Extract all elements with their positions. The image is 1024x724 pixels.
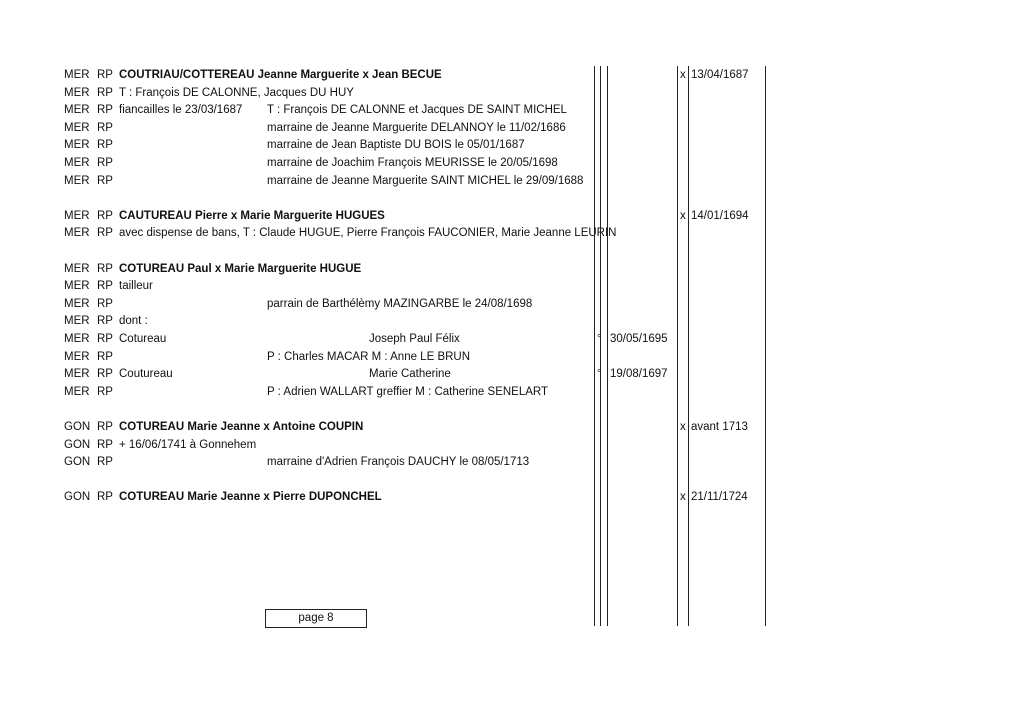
cell-parish: GON xyxy=(64,438,91,451)
cell-date1: 19/08/1697 xyxy=(610,368,668,381)
cell-parish: MER xyxy=(64,262,90,275)
cell-note: marraine d'Adrien François DAUCHY le 08/05/1713 xyxy=(267,456,530,469)
cell-child: Joseph Paul Félix xyxy=(369,333,460,345)
cell-main: Coutureau xyxy=(119,368,173,381)
page-number: page 8 xyxy=(298,612,334,624)
cell-rp: RP xyxy=(97,157,113,169)
column-divider xyxy=(677,66,678,626)
cell-main: + 16/06/1741 à Gonnehem xyxy=(119,438,257,451)
cell-parish: MER xyxy=(64,157,90,169)
cell-rp: RP xyxy=(97,227,113,240)
cell-rp: RP xyxy=(97,315,113,328)
cell-parish: GON xyxy=(64,491,91,504)
cell-date1: 30/05/1695 xyxy=(610,333,668,345)
cell-parish: MER xyxy=(64,69,90,81)
cell-parish: MER xyxy=(64,121,90,134)
cell-parish: GON xyxy=(64,421,91,433)
cell-rp: RP xyxy=(97,421,113,433)
column-divider xyxy=(607,66,608,626)
cell-date2: avant 1713 xyxy=(691,421,748,433)
cell-parish: MER xyxy=(64,333,90,345)
cell-rp: RP xyxy=(97,69,113,81)
cell-parish: MER xyxy=(64,139,90,152)
cell-rp: RP xyxy=(97,139,113,152)
cell-parish: MER xyxy=(64,280,90,293)
page-number-box xyxy=(265,609,367,628)
cell-parish: MER xyxy=(64,297,90,310)
cell-parish: MER xyxy=(64,368,90,381)
cell-main: COTUREAU Paul x Marie Marguerite HUGUE xyxy=(119,262,362,275)
cell-main: CAUTUREAU Pierre x Marie Marguerite HUGUES xyxy=(119,209,385,222)
cell-rp: RP xyxy=(97,209,113,222)
cell-mark2: x xyxy=(680,491,686,504)
cell-main: COTUREAU Marie Jeanne x Antoine COUPIN xyxy=(119,421,364,433)
cell-rp: RP xyxy=(97,280,113,293)
cell-date2: 14/01/1694 xyxy=(691,209,749,222)
cell-note: P : Charles MACAR M : Anne LE BRUN xyxy=(267,350,471,363)
cell-parish: GON xyxy=(64,456,91,469)
cell-parish: MER xyxy=(64,209,90,222)
cell-rp: RP xyxy=(97,385,113,398)
cell-main: avec dispense de bans, T : Claude HUGUE, Pierre François FAUCONIER, Marie Jeanne LEURIN xyxy=(119,227,617,240)
cell-main: T : François DE CALONNE, Jacques DU HUY xyxy=(119,86,354,99)
cell-note: marraine de Jeanne Marguerite DELANNOY le 11/02/1686 xyxy=(267,121,566,134)
cell-rp: RP xyxy=(97,350,113,363)
cell-date2: 21/11/1724 xyxy=(691,491,748,504)
cell-parish: MER xyxy=(64,174,90,187)
cell-note: parrain de Barthélèmy MAZINGARBE le 24/08/1698 xyxy=(267,297,533,310)
cell-mark2: x xyxy=(680,69,686,81)
cell-rp: RP xyxy=(97,456,113,469)
cell-rp: RP xyxy=(97,104,113,117)
cell-parish: MER xyxy=(64,86,90,99)
cell-rp: RP xyxy=(97,86,113,99)
cell-main: fiancailles le 23/03/1687 xyxy=(119,104,243,117)
cell-note: marraine de Joachim François MEURISSE le 20/05/1698 xyxy=(267,157,558,169)
cell-note: marraine de Jeanne Marguerite SAINT MICHEL le 29/09/1688 xyxy=(267,174,584,187)
column-divider xyxy=(765,66,766,626)
cell-main: COUTRIAU/COTTEREAU Jeanne Marguerite x Jean BECUE xyxy=(119,69,442,81)
cell-rp: RP xyxy=(97,333,113,345)
cell-child: Marie Catherine xyxy=(369,368,451,381)
column-divider xyxy=(594,66,595,626)
cell-note: marraine de Jean Baptiste DU BOIS le 05/01/1687 xyxy=(267,139,525,152)
cell-main: tailleur xyxy=(119,280,153,293)
cell-note: P : Adrien WALLART greffier M : Catherine SENELART xyxy=(267,385,549,398)
cell-mark1: ° xyxy=(597,333,602,345)
cell-parish: MER xyxy=(64,385,90,398)
cell-mark2: x xyxy=(680,209,686,222)
cell-rp: RP xyxy=(97,174,113,187)
cell-parish: MER xyxy=(64,227,90,240)
cell-main: COTUREAU Marie Jeanne x Pierre DUPONCHEL xyxy=(119,491,382,504)
cell-rp: RP xyxy=(97,491,113,504)
cell-parish: MER xyxy=(64,104,90,117)
cell-main: Cotureau xyxy=(119,333,167,345)
cell-rp: RP xyxy=(97,297,113,310)
cell-parish: MER xyxy=(64,350,90,363)
column-divider xyxy=(600,66,601,626)
cell-date2: 13/04/1687 xyxy=(691,69,749,81)
cell-main: dont : xyxy=(119,315,148,328)
cell-mark1: ° xyxy=(597,368,602,381)
cell-mark2: x xyxy=(680,421,686,433)
cell-parish: MER xyxy=(64,315,90,328)
column-divider xyxy=(688,66,689,626)
cell-rp: RP xyxy=(97,438,113,451)
cell-rp: RP xyxy=(97,368,113,381)
cell-rp: RP xyxy=(97,121,113,134)
cell-note: T : François DE CALONNE et Jacques DE SAINT MICHEL xyxy=(267,104,567,117)
cell-rp: RP xyxy=(97,262,113,275)
